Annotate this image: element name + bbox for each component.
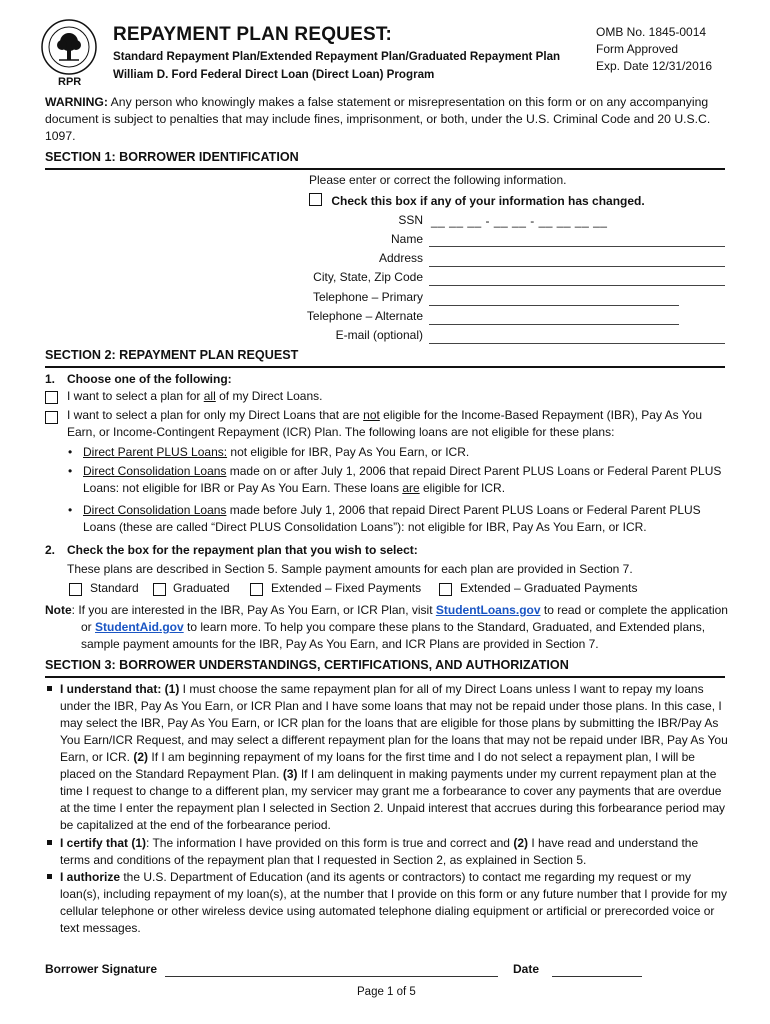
p1-text-a: I must choose the same repayment plan for all of my Direct Loans unless I want to repay my loans under the IBR, Pay As You Earn, or ICR Plan and I have some loans that may not be repaid under those plans. In this case, I may select the IBR, Pay As You Earn, or ICR plan for the loans that are eligible for those plans by submitting the IBR/Pay As You Earn/ICR Request, and may select a different repayment plan for the loans that may not be repaid under IBR, Pay As You Earn, or ICR.: [60, 682, 728, 764]
address-field[interactable]: [429, 266, 725, 267]
opt2-text-a: I want to select a plan for only my Direct Loans that are: [67, 408, 364, 422]
date-label: Date: [513, 962, 540, 976]
name-field[interactable]: [429, 246, 725, 247]
p1-num2: (2): [133, 750, 149, 764]
p1-label: I understand that: (1): [60, 682, 180, 696]
b2-text-a: made on or after July 1, 2006 that repaid Direct Parent PLUS Loans or Federal Parent PLUS Loans: not eligible for IBR or Pay As You Earn. These loans: [83, 464, 722, 495]
question2-text: Check the box for the repayment plan that you wish to select:: [67, 543, 418, 557]
b2-emph: are: [402, 481, 420, 495]
note-text-c: to learn more. To help you compare these plans to the Standard, Graduated, and Extended plans, sample payment amounts for the IBR, Pay As You Earn, and ICR Plans are provided in Section 7.: [81, 620, 706, 651]
ineligible-loans-option: [67, 407, 727, 441]
question1-text: Choose one of the following:: [67, 372, 232, 386]
omb-info: [596, 24, 712, 75]
section1-divider: [45, 168, 725, 170]
email-field[interactable]: [429, 343, 725, 344]
consolidation-before-item: [83, 502, 728, 536]
address-label: Address: [378, 251, 423, 265]
omb-number: OMB No. 1845-0014: [596, 25, 707, 39]
p3-text: the U.S. Department of Education (and its agents or contractors) to contact me regarding my request or my loan(s), including repayment of my loan(s), at the number that I provide on this form or any future number that I provide for my cellular telephone or other wireless device using automated telephone dialing equipment or artificial or prerecorded voice or text messages.: [60, 870, 727, 935]
understandings-paragraph: [60, 681, 728, 834]
city-state-zip-label: City, State, Zip Code: [313, 270, 423, 284]
all-loans-option: [67, 388, 322, 405]
p2-text-a: : The information I have provided on this form is true and correct and: [146, 836, 514, 850]
question1-number: 1.: [45, 372, 56, 386]
ineligible-loans-checkbox[interactable]: [45, 411, 58, 424]
form-subtitle-plans: Standard Repayment Plan/Extended Repayment Plan/Graduated Repayment Plan: [113, 50, 561, 63]
date-field[interactable]: [552, 976, 642, 977]
p2-label: I certify that (1): [60, 836, 147, 850]
info-changed-label: Check this box if any of your information has changed.: [331, 194, 645, 208]
p3-label: I authorize: [60, 870, 121, 884]
plan-extended-fixed-checkbox[interactable]: [250, 583, 263, 596]
plan-standard-label: Standard: [90, 581, 139, 595]
bullet-square: [47, 686, 52, 691]
note-label: Note: [45, 603, 72, 617]
opt1-emph: all: [203, 389, 216, 403]
name-label: Name: [390, 232, 423, 246]
page-number: Page 1 of 5: [357, 986, 416, 998]
telephone-alternate-field[interactable]: [429, 324, 679, 325]
b3-title: Direct Consolidation Loans: [83, 503, 227, 517]
signature-field[interactable]: [165, 976, 498, 977]
telephone-primary-label: Telephone – Primary: [312, 290, 423, 304]
form-subtitle-program: William D. Ford Federal Direct Loan (Direct Loan) Program: [113, 68, 435, 81]
p2-num2: (2): [513, 836, 528, 850]
warning-label: WARNING:: [45, 95, 108, 109]
b3-text: made before July 1, 2006 that repaid Direct Parent PLUS Loans or Federal Parent PLUS Loans (these are called “Direct PLUS Consolidation Loans”): not eligible for IBR, Pay As You Earn, or ICR.: [83, 503, 701, 534]
section3-title: SECTION 3: BORROWER UNDERSTANDINGS, CERTIFICATIONS, AND AUTHORIZATION: [45, 658, 569, 672]
note-text-a: : If you are interested in the IBR, Pay As You Earn, or ICR Plan, visit: [71, 603, 436, 617]
telephone-primary-field[interactable]: [429, 305, 679, 306]
form-approved: Form Approved: [596, 42, 679, 56]
b1-text: not eligible for IBR, Pay As You Earn, or ICR.: [227, 445, 470, 459]
ssn-label: SSN: [398, 213, 423, 227]
studentaid-link[interactable]: StudentAid.gov: [95, 620, 184, 634]
p2-text-b: I have read and understand the terms and conditions of the repayment plan that I requested in Section 2, as explained in Section 5.: [60, 836, 699, 867]
consolidation-after-item: [83, 463, 728, 497]
plan-extended-fixed-label: Extended – Fixed Payments: [271, 581, 422, 595]
b2-text-b: eligible for ICR.: [419, 481, 506, 495]
certification-paragraph: [60, 835, 728, 869]
opt2-text-b: eligible for the Income-Based Repayment (IBR), Pay As You Earn, or Income-Contingent Repayment (ICR) Plan. The following loans are not eligible for these plans:: [67, 408, 703, 439]
p1-text-c: If I am delinquent in making payments under my current repayment plan at the time I request to change to a different plan, my servicer may grant me a forbearance to cover any payments that are overdue at the time I enter the repayment plan I selected in Section 2. Unpaid interest that accrues during this forbearance period may be capitalized at the end of the forbearance period.: [60, 767, 726, 832]
authorization-paragraph: [60, 869, 728, 937]
plan-standard-checkbox[interactable]: [69, 583, 82, 596]
note-text-b: to read or complete the application or: [81, 603, 728, 634]
plan-extended-graduated-label: Extended – Graduated Payments: [460, 581, 638, 595]
parent-plus-item: [83, 444, 723, 461]
opt2-emph: not: [363, 408, 380, 422]
p1-text-b: If I am beginning repayment of my loans for the first time and I do not select a repayment plan, I will be placed on the Standard Repayment Plan.: [60, 750, 695, 781]
p1-num3: (3): [282, 767, 298, 781]
warning-text: [45, 94, 735, 145]
form-code: RPR: [58, 76, 82, 88]
plan-extended-graduated-checkbox[interactable]: [439, 583, 452, 596]
question2-number: 2.: [45, 543, 56, 557]
bullet-square: [47, 874, 52, 879]
plan-graduated-label: Graduated: [173, 581, 230, 595]
email-label: E-mail (optional): [335, 328, 423, 342]
bullet-dot: •: [68, 464, 73, 478]
bullet-square: [47, 840, 52, 845]
studentloans-link[interactable]: StudentLoans.gov: [435, 603, 541, 617]
form-title: REPAYMENT PLAN REQUEST:: [113, 24, 393, 45]
section3-divider: [45, 676, 725, 678]
warning-body: Any person who knowingly makes a false statement or misrepresentation on this form or on any accompanying document is subject to penalties that may include fines, imprisonment, or both, under the U.S. Criminal Code and 20 U.S.C. 1097.: [45, 95, 711, 143]
signature-label: Borrower Signature: [45, 962, 158, 976]
plan-graduated-checkbox[interactable]: [153, 583, 166, 596]
ibr-note: [45, 602, 730, 653]
bullet-dot: •: [68, 445, 73, 459]
info-changed-row: [309, 193, 645, 210]
department-seal-icon: [40, 18, 98, 76]
opt1-text-a: I want to select a plan for: [67, 389, 204, 403]
section1-instruction: Please enter or correct the following information.: [309, 173, 567, 187]
section1-title: SECTION 1: BORROWER IDENTIFICATION: [45, 150, 299, 164]
bullet-dot: •: [68, 503, 73, 517]
b1-title: Direct Parent PLUS Loans:: [83, 445, 228, 459]
question2-description: These plans are described in Section 5. Sample payment amounts for each plan are provided in Section 7.: [67, 562, 633, 576]
section2-divider: [45, 366, 725, 368]
info-changed-checkbox[interactable]: [309, 193, 322, 206]
telephone-alternate-label: Telephone – Alternate: [306, 309, 423, 323]
b2-title: Direct Consolidation Loans: [83, 464, 227, 478]
all-loans-checkbox[interactable]: [45, 391, 58, 404]
ssn-field[interactable]: __ __ __ - __ __ - __ __ __ __: [431, 214, 608, 228]
expiration-date: Exp. Date 12/31/2016: [596, 59, 713, 73]
section2-title: SECTION 2: REPAYMENT PLAN REQUEST: [45, 348, 299, 362]
city-state-zip-field[interactable]: [429, 285, 725, 286]
opt1-text-b: of my Direct Loans.: [215, 389, 323, 403]
